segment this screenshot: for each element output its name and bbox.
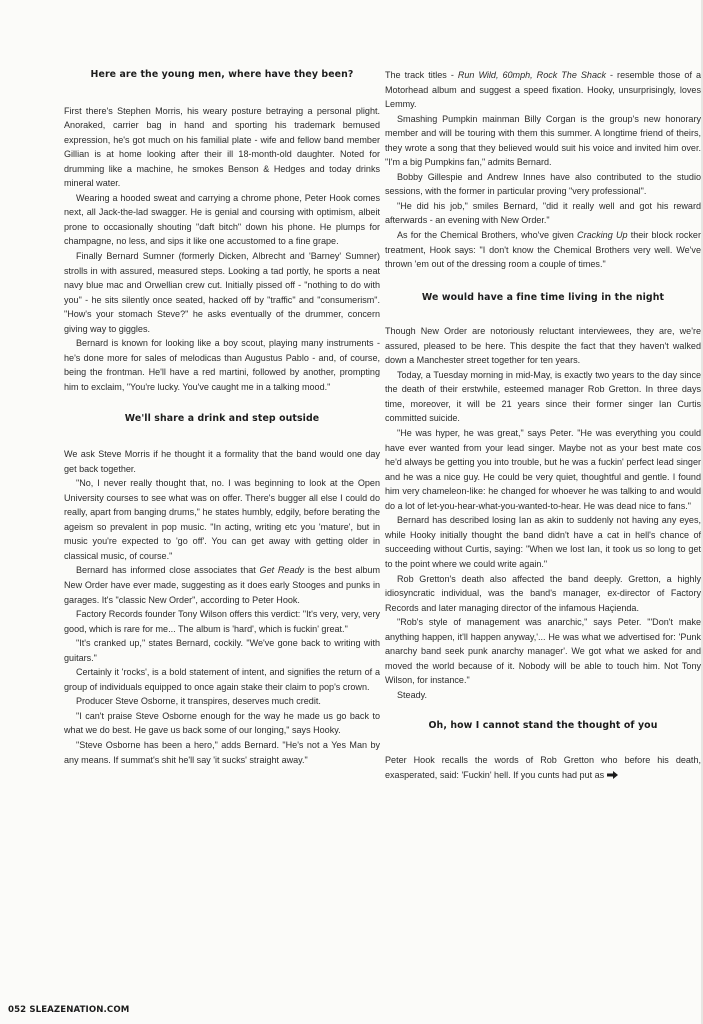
paragraph: "He did his job," smiles Bernard, "did it really well and got his reward afterwards - an evening with New Order." bbox=[385, 200, 701, 226]
section-heading: We would have a fine time living in the night bbox=[421, 291, 665, 303]
text-run: As for the Chemical Brothers, who've given bbox=[397, 230, 578, 241]
paragraph bbox=[64, 563, 380, 607]
page-folio: 052 SLEAZENATION.COM bbox=[8, 1005, 130, 1015]
text-run: their block rocker treatment, Hook says: "I don't know the Chemical Brothers very well. We've thrown 'em out of the dressing room a couple of times." bbox=[385, 230, 701, 270]
paragraph: Bernard has described losing Ian as akin to suddenly not having any eyes, while Hooky initially thought the band didn't have a cat in hell's chance of succeeding without Curtis, saying: "When we lost Ian, it took us so long to get to the point where we could write again." bbox=[385, 515, 701, 569]
paragraph: Producer Steve Osborne, it transpires, deserves much credit. bbox=[76, 696, 321, 707]
paragraph: "I can't praise Steve Osborne enough for the way he made us go back to what we do best. He gave us back some of our longing," says Hooky. bbox=[64, 710, 380, 736]
paragraph: "It's cranked up," states Bernard, cockily. "We've gone back to writing with guitars." bbox=[64, 638, 380, 663]
album-title: Get Ready bbox=[259, 565, 305, 576]
paragraph bbox=[385, 68, 701, 112]
paragraph: First there's Stephen Morris, his weary posture betraying a personal plight. Anoraked, carrier bag in hand and sporting his trademark bemused expression, he's got much on his familial plate - wife and fellow band member Gillian is at home looking after their ill 18-month-old daughter. Noted for drumming like a machine, he smokes Benson & Hedges and today drinks mineral water. bbox=[64, 105, 380, 189]
text-run: The track titles - bbox=[385, 70, 458, 80]
track-titles: Run Wild, 60mph, Rock The Shack bbox=[457, 70, 607, 80]
song-title: Cracking Up bbox=[577, 230, 628, 241]
section-heading: We'll share a drink and step outside bbox=[124, 413, 320, 425]
paragraph: "Rob's style of management was anarchic," says Peter. "'Don't make anything happen, it'll happen anyway,'... He was what we advertised for: 'Punk anarchy band seek punk anarchy manager'. We got what we asked for and moved the world because of it. Nobody will be able to touch him. Not Tony Wilson, for instance." bbox=[385, 617, 701, 686]
left-column bbox=[64, 68, 380, 767]
text-run: Peter Hook recalls the words of Rob Gretton who before his death, exasperated, said: 'Fuckin' hell. If you cunts had put as bbox=[385, 754, 701, 780]
paragraph: Factory Records founder Tony Wilson offers this verdict: "It's very, very, very good, which is rare for me... The album is 'hard', which is fuckin' great." bbox=[64, 609, 380, 634]
paragraph: Wearing a hooded sweat and carrying a chrome phone, Peter Hook comes next, all Jack-the-lad swagger. He is genial and coursing with optimism, albeit prone to occasionally shouting "daft bitch" down his phone. He plumps for champagne, no less, and sips it like one accustomed to a fine grape. bbox=[64, 192, 380, 247]
paragraph bbox=[385, 753, 701, 782]
paragraph: Though New Order are notoriously reluctant interviewees, they are, we're assured, pleased to be here. This despite the fact that they haven't walked down a Manchester street together for ten years. bbox=[385, 326, 701, 366]
text-run: - resemble those of a Motorhead album and suggest a speed fixation. Hooky, unsurprisingly, loves Lemmy. bbox=[385, 70, 701, 110]
text-run: Bernard has informed close associates that bbox=[76, 565, 260, 576]
right-column bbox=[385, 68, 701, 782]
section-heading: Here are the young men, where have they been? bbox=[90, 69, 354, 80]
paragraph: Smashing Pumpkin mainman Billy Corgan is the group's new honorary member and will be touring with them this summer. A longtime friend of theirs, they wrote a song that they believed would suit his voice and invited him over. "I'm a big Pumpkins fan," admits Bernard. bbox=[385, 113, 701, 168]
paragraph: Bobby Gillespie and Andrew Innes have also contributed to the studio sessions, with the former in particular proving "very professional". bbox=[385, 171, 701, 197]
paragraph: Rob Gretton's death also affected the band deeply. Gretton, a highly idiosyncratic individual, was the band's manager, ex-director of Factory Records and later managing director of the infamous Haçienda. bbox=[385, 573, 701, 613]
paragraph: "No, I never really thought that, no. I was beginning to look at the Open University courses to see what was on offer. There's bugger all else I could do really, apart from banging drums," he states humbly, edgily, before berating the ageism so prevalent in pop music. "In acting, writing etc you 'mature', but in music you're expected to 'go off'. You can get away with getting older in classical music, of course." bbox=[64, 478, 380, 561]
paragraph: Bernard is known for looking like a boy scout, playing many instruments - he's done more for sales of melodicas than Augustus Pablo - and, of course, being the frontman. He'll have a red martini, followed by another, prompting him to exclaim, "You're lucky. You've caught me in a talking mood." bbox=[64, 338, 380, 392]
paragraph: Steady. bbox=[397, 689, 428, 700]
paragraph bbox=[385, 228, 701, 272]
paragraph: Finally Bernard Sumner (formerly Dicken, Albrecht and 'Barney' Sumner) strolls in with assured, measured steps. Looking a tad portly, he sports a neat navy blue mac and Orwellian crew cut. Initially pissed off - "nothing to do with you" - he sits silently once seated, hacked off by "traffic" and "consumerism". "How's your stomach Steve?" he asks eventually of the drummer, concern giving way to giggles. bbox=[64, 251, 380, 334]
paragraph: Today, a Tuesday morning in mid-May, is exactly two years to the day since the death of their erstwhile, esteemed manager Rob Gretton. In three days time, moreover, it will be 21 years since their former singer Ian Curtis committed suicide. bbox=[385, 369, 701, 424]
arrow-right-icon bbox=[607, 771, 618, 779]
paragraph: "Steve Osborne has been a hero," adds Bernard. "He's not a Yes Man by any means. If summat's shit he'll say 'it sucks' straight away." bbox=[64, 739, 380, 765]
section-heading: Oh, how I cannot stand the thought of you bbox=[428, 720, 658, 732]
paragraph: Certainly it 'rocks', is a bold statement of intent, and signifies the return of a group of individuals equipped to once again stake their claim to pop's crown. bbox=[64, 667, 380, 692]
paragraph: We ask Steve Morris if he thought it a formality that the band would one day get back together. bbox=[64, 449, 380, 474]
paragraph: "He was hyper, he was great," says Peter. "He was everything you could have ever wanted from your lead singer. Maybe not as your best mate cos he'd always be getting you into trouble, but he was a fuckin' perfect lead singer and he was a nice guy. He could be very quiet, thoughtful and gentle. I found him very chameleon-like: he changed for whoever he was talking to and would do a lot of let-you-hear-what-you-wanted-to-hear. He was dead nice to fans." bbox=[385, 428, 701, 511]
text-run: is the best album New Order have ever made, suggesting as it does early Stooges and punks in garages. It's "classic New Order", according to Peter Hook. bbox=[64, 565, 380, 605]
